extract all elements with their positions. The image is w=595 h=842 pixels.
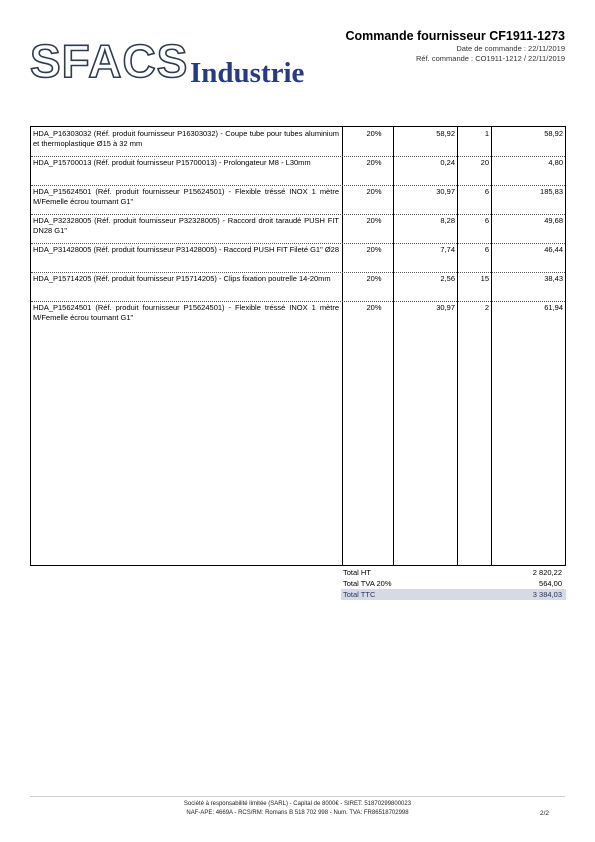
items-table [30,126,566,566]
item-total: 4,80 [548,158,563,167]
total-ht-value: 2 820,22 [532,568,562,577]
item-description: HDA_P31428005 (Réf. produit fournisseur P31428005) - Raccord PUSH FIT Fileté G1" Ø28 [33,245,340,254]
item-tva: 20% [366,216,382,225]
logo-subtitle: Industrie [190,57,305,89]
item-quantity: 2 [484,303,489,312]
item-quantity: 1 [484,129,489,138]
item-unit-price: 58,92 [436,129,455,138]
total-tva-row [341,578,566,589]
total-ttc-value: 3 384,03 [532,590,562,599]
table-row [31,301,565,330]
item-tva: 20% [366,187,382,196]
item-unit-price: 2,56 [440,274,455,283]
item-total: 58,92 [544,129,563,138]
item-total: 49,68 [544,216,563,225]
item-unit-price: 8,28 [440,216,455,225]
item-tva: 20% [366,245,382,254]
item-quantity: 6 [484,245,489,254]
table-row [31,127,565,157]
item-total: 38,43 [544,274,563,283]
total-ttc-label: Total TTC [343,590,376,599]
item-description: HDA_P15624501 (Réf. produit fournisseur P15624501) - Flexible tréssé INOX 1 mètre M/Femelle écrou tournant G1" [33,187,339,206]
footer-legal-line-2: NAF-APE: 4669A - RCS/RM: Romans B 518 702 998 - Num. TVA: FR86518702998 [186,810,409,816]
total-ttc-row [341,589,566,600]
table-row [31,272,565,302]
item-tva: 20% [366,303,382,312]
total-ht-row [341,567,566,578]
item-description: HDA_P15714205 (Réf. produit fournisseur P15714205) - Clips fixation poutrelle 14-20mm [33,274,331,283]
item-quantity: 6 [484,216,489,225]
item-description: HDA_P16303032 (Réf. produit fournisseur P16303032) - Coupe tube pour tubes aluminium et thermoplastique Ø15 à 32 mm [33,129,339,148]
table-row [31,156,565,186]
document-header [345,28,565,64]
company-logo [30,35,320,90]
document-title: Commande fournisseur CF1911-1273 [345,29,565,43]
item-unit-price: 30,97 [436,187,455,196]
total-tva-label: Total TVA 20% [343,579,392,588]
table-row [31,185,565,215]
item-description: HDA_P15700013 (Réf. produit fournisseur P15700013) - Prolongateur M8 - L30mm [33,158,311,167]
table-row [31,214,565,244]
total-tva-value: 564,00 [539,579,562,588]
item-quantity: 15 [480,274,489,283]
item-total: 61,94 [544,303,563,312]
item-description: HDA_P15624501 (Réf. produit fournisseur P15624501) - Flexible tréssé INOX 1 mètre M/Femelle écrou tournant G1" [33,303,339,322]
item-unit-price: 7,74 [440,245,455,254]
item-tva: 20% [366,274,382,283]
item-quantity: 20 [480,158,489,167]
item-unit-price: 30,97 [436,303,455,312]
table-row [31,243,565,273]
totals-block [341,567,566,600]
footer-legal-line-1: Société à responsabilité limitée (SARL) - Capital de 8000€ - SIRET: 51870299800023 [183,801,412,807]
item-total: 185,83 [540,187,563,196]
item-description: HDA_P32328005 (Réf. produit fournisseur P32328005) - Raccord droit taraudé PUSH FIT DN28 G1" [33,216,339,235]
item-tva: 20% [366,129,382,138]
page-number: 2/2 [539,810,549,817]
item-unit-price: 0,24 [440,158,455,167]
item-total: 46,44 [544,245,563,254]
total-ht-label: Total HT [343,568,371,577]
footer-divider [30,796,565,797]
item-quantity: 6 [484,187,489,196]
order-date: Date de commande : 22/11/2019 [456,44,565,53]
logo-brand: SFACS [30,35,189,87]
item-tva: 20% [366,158,382,167]
order-reference: Réf. commande : CO1911-1212 / 22/11/2019 [416,54,565,63]
